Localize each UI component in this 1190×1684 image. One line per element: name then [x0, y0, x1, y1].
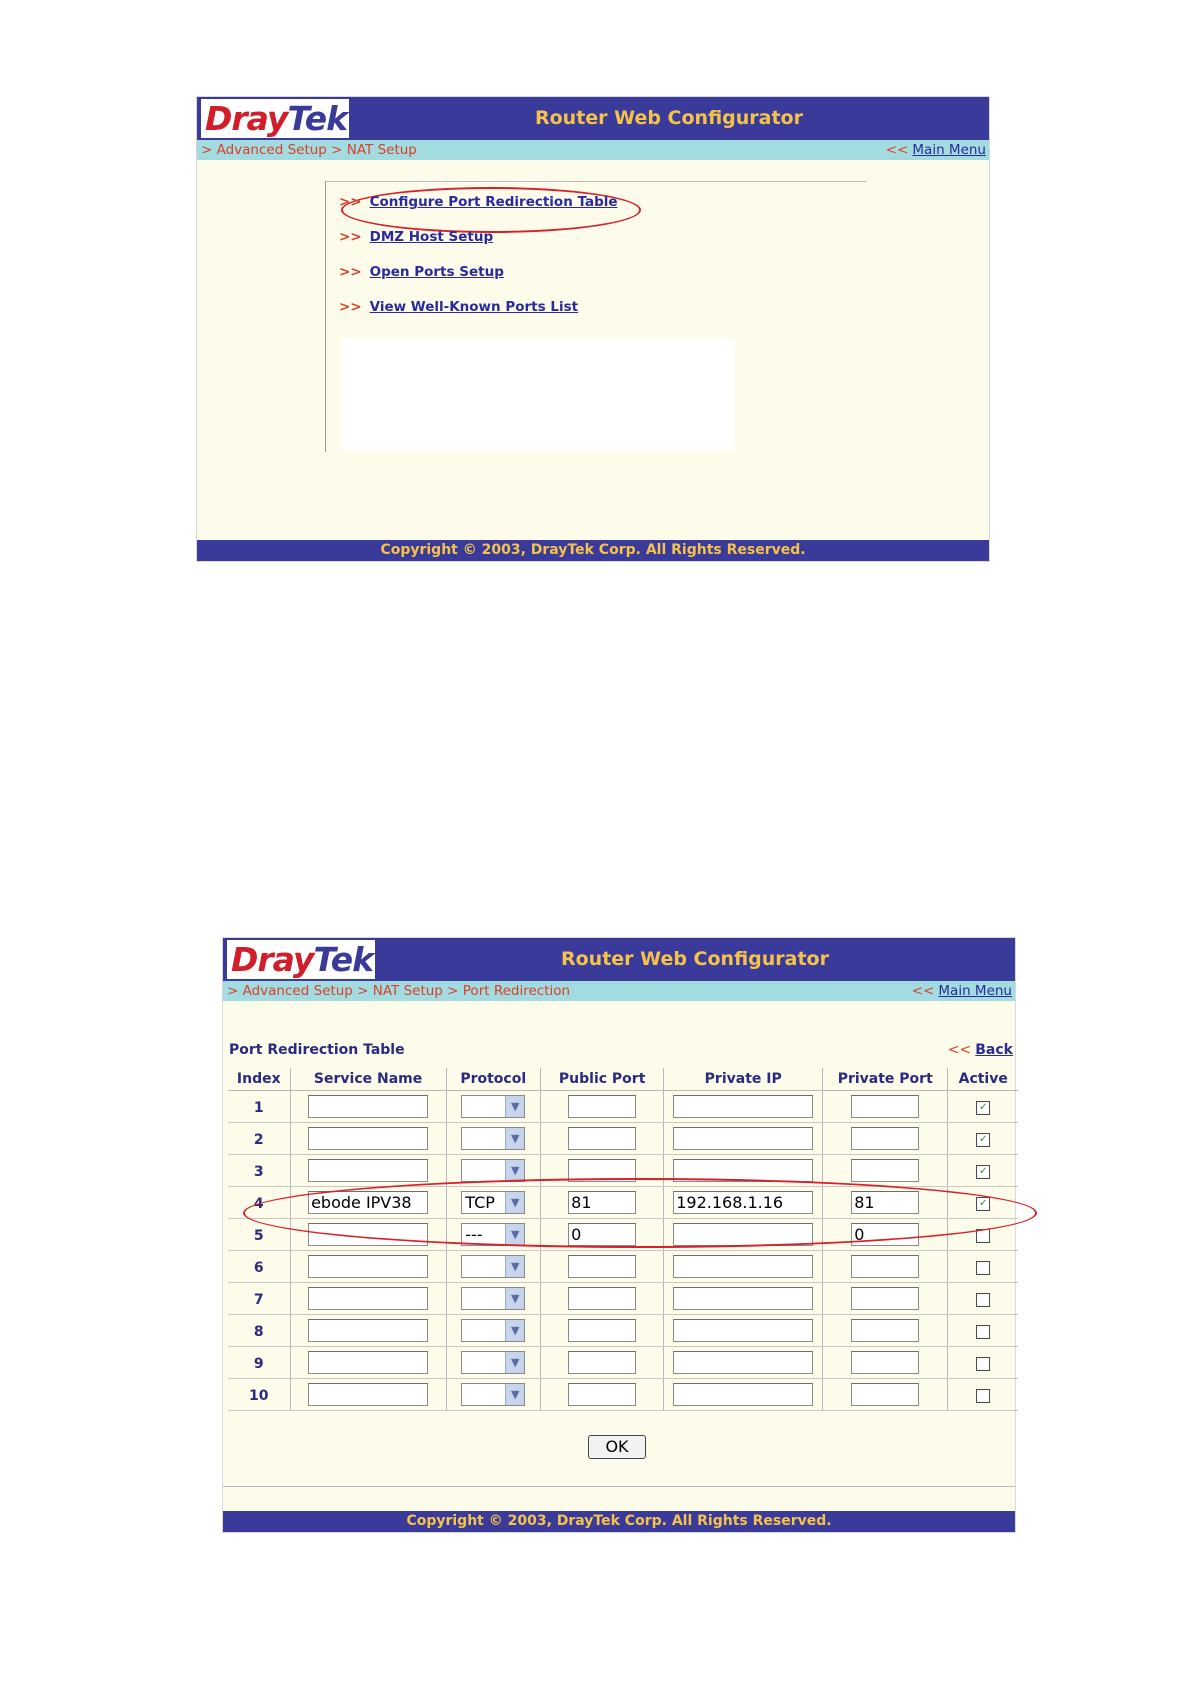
private-port-input[interactable] — [851, 1319, 919, 1342]
breadcrumb: > Advanced Setup > NAT Setup — [201, 142, 417, 158]
service-name-input[interactable]: ebode IPV38 — [308, 1191, 428, 1214]
main-menu-link-wrap — [886, 140, 986, 160]
draytek-logo: DrayTek — [227, 940, 375, 979]
page-title: Router Web Configurator — [535, 107, 803, 129]
service-name-input[interactable] — [308, 1127, 428, 1150]
menu-link[interactable]: Configure Port Redirection Table — [369, 194, 618, 210]
protocol-cell — [446, 1379, 540, 1411]
private-port-cell — [822, 1091, 948, 1123]
private-ip-cell — [664, 1379, 823, 1411]
active-checkbox[interactable] — [976, 1389, 990, 1403]
active-cell — [948, 1315, 1018, 1347]
service-cell — [290, 1379, 446, 1411]
protocol-select[interactable] — [461, 1383, 525, 1406]
main-menu-link[interactable]: Main Menu — [938, 983, 1012, 999]
breadcrumb: > Advanced Setup > NAT Setup > Port Redirection — [227, 983, 571, 999]
table-row — [228, 1251, 1018, 1283]
back-link[interactable]: Back — [975, 1042, 1013, 1058]
col-header: Index — [228, 1068, 290, 1091]
index-cell — [228, 1251, 290, 1283]
menu-arrow-icon: >> — [339, 264, 362, 280]
chevron-down-icon[interactable]: ▼ — [505, 1256, 524, 1277]
service-name-input[interactable] — [308, 1159, 428, 1182]
public-port-input[interactable]: 0 — [568, 1223, 636, 1246]
private-ip-cell — [664, 1347, 823, 1379]
back-link-wrap — [948, 1042, 1013, 1058]
copyright-footer: Copyright © 2003, DrayTek Corp. All Rights Reserved. — [197, 540, 989, 561]
chevron-down-icon[interactable]: ▼ — [505, 1224, 524, 1245]
main-menu-link[interactable]: Main Menu — [912, 142, 986, 158]
active-checkbox[interactable] — [976, 1261, 990, 1275]
protocol-cell — [446, 1283, 540, 1315]
private-port-input[interactable] — [851, 1287, 919, 1310]
row-index: 2 — [253, 1132, 264, 1148]
public-port-input[interactable] — [568, 1095, 636, 1118]
chevron-down-icon[interactable]: ▼ — [505, 1320, 524, 1341]
col-header: Protocol — [446, 1068, 540, 1091]
private-ip-input[interactable] — [673, 1287, 813, 1310]
divider — [223, 1486, 1015, 1487]
protocol-select[interactable] — [461, 1127, 525, 1150]
table-title: Port Redirection Table — [229, 1042, 405, 1058]
col-header: Private Port — [822, 1068, 948, 1091]
protocol-cell — [446, 1347, 540, 1379]
service-name-input[interactable] — [308, 1319, 428, 1342]
private-ip-cell — [664, 1315, 823, 1347]
menu-link[interactable]: View Well-Known Ports List — [369, 299, 579, 315]
row-index: 3 — [253, 1164, 264, 1180]
public-port-input[interactable] — [568, 1319, 636, 1342]
private-ip-input[interactable] — [673, 1127, 813, 1150]
public-port-cell — [540, 1315, 664, 1347]
private-ip-input[interactable] — [673, 1319, 813, 1342]
col-header: Service Name — [290, 1068, 446, 1091]
main-menu-link-wrap — [912, 981, 1012, 1001]
private-ip-cell — [664, 1283, 823, 1315]
service-cell — [290, 1091, 446, 1123]
service-cell — [290, 1251, 446, 1283]
protocol-value: --- — [465, 1225, 483, 1244]
private-port-cell — [822, 1283, 948, 1315]
public-port-input[interactable] — [568, 1127, 636, 1150]
service-cell — [290, 1123, 446, 1155]
private-ip-input[interactable] — [673, 1255, 813, 1278]
private-port-cell — [822, 1251, 948, 1283]
page-title: Router Web Configurator — [561, 948, 829, 970]
public-port-input[interactable]: 81 — [568, 1191, 636, 1214]
private-port-input[interactable] — [851, 1351, 919, 1374]
service-name-input[interactable] — [308, 1287, 428, 1310]
row-index: 5 — [253, 1228, 264, 1244]
row-index: 1 — [253, 1100, 264, 1116]
table-row — [228, 1379, 1018, 1411]
private-port-input[interactable] — [851, 1383, 919, 1406]
index-cell — [228, 1315, 290, 1347]
row-index: 8 — [253, 1324, 264, 1340]
chevron-down-icon[interactable]: ▼ — [505, 1192, 524, 1213]
public-port-cell — [540, 1283, 664, 1315]
private-ip-input[interactable] — [673, 1095, 813, 1118]
index-cell — [228, 1379, 290, 1411]
row-index: 7 — [253, 1292, 264, 1308]
private-ip-input[interactable] — [673, 1383, 813, 1406]
public-port-cell — [540, 1123, 664, 1155]
private-port-cell — [822, 1347, 948, 1379]
private-port-input[interactable] — [851, 1159, 919, 1182]
private-port-input[interactable] — [851, 1095, 919, 1118]
index-cell — [228, 1091, 290, 1123]
private-port-cell — [822, 1379, 948, 1411]
private-ip-input[interactable] — [673, 1351, 813, 1374]
private-port-input[interactable] — [851, 1255, 919, 1278]
blank-panel — [341, 338, 735, 450]
table-row — [228, 1123, 1018, 1155]
menu-item-well-known-ports[interactable] — [339, 299, 578, 315]
private-ip-input[interactable]: 192.168.1.16 — [673, 1191, 813, 1214]
row-index: 10 — [249, 1388, 269, 1404]
active-cell — [948, 1123, 1018, 1155]
active-cell — [948, 1283, 1018, 1315]
protocol-cell — [446, 1123, 540, 1155]
public-port-cell — [540, 1379, 664, 1411]
chevron-down-icon[interactable]: ▼ — [505, 1384, 524, 1405]
service-name-input[interactable] — [308, 1351, 428, 1374]
breadcrumb-bar — [197, 140, 989, 160]
protocol-value: TCP — [465, 1193, 495, 1212]
table-row — [228, 1315, 1018, 1347]
table-row — [228, 1347, 1018, 1379]
public-port-cell — [540, 1251, 664, 1283]
protocol-cell — [446, 1251, 540, 1283]
index-cell — [228, 1347, 290, 1379]
header-bar — [223, 938, 1015, 981]
private-port-cell — [822, 1155, 948, 1187]
protocol-cell — [446, 1091, 540, 1123]
private-ip-cell — [664, 1251, 823, 1283]
public-port-input[interactable] — [568, 1287, 636, 1310]
active-cell — [948, 1155, 1018, 1187]
table-header-row — [228, 1068, 1018, 1091]
service-cell — [290, 1283, 446, 1315]
private-port-cell — [822, 1123, 948, 1155]
menu-link[interactable]: DMZ Host Setup — [369, 229, 494, 245]
chevron-down-icon[interactable]: ▼ — [505, 1288, 524, 1309]
private-port-input[interactable]: 81 — [851, 1191, 919, 1214]
private-port-input[interactable]: 0 — [851, 1223, 919, 1246]
public-port-input[interactable] — [568, 1383, 636, 1406]
service-name-input[interactable] — [308, 1255, 428, 1278]
port-redirection-screenshot — [222, 937, 1016, 1533]
ok-button[interactable]: OK — [588, 1435, 646, 1459]
back-arrows-icon: << — [911, 983, 935, 999]
protocol-select[interactable] — [461, 1319, 525, 1342]
public-port-cell — [540, 1347, 664, 1379]
menu-item-open-ports[interactable] — [339, 264, 504, 280]
service-cell — [290, 1155, 446, 1187]
active-checkbox[interactable] — [976, 1293, 990, 1307]
nat-setup-screenshot — [196, 96, 990, 562]
chevron-down-icon[interactable]: ▼ — [505, 1352, 524, 1373]
active-cell — [948, 1251, 1018, 1283]
private-port-input[interactable] — [851, 1127, 919, 1150]
service-cell — [290, 1347, 446, 1379]
private-port-cell — [822, 1315, 948, 1347]
public-port-input[interactable] — [568, 1351, 636, 1374]
protocol-select[interactable] — [461, 1255, 525, 1278]
table-row — [228, 1091, 1018, 1123]
breadcrumb-bar — [223, 981, 1015, 1001]
active-checkbox[interactable] — [976, 1325, 990, 1339]
active-checkbox[interactable]: ✓ — [976, 1165, 990, 1179]
copyright-footer: Copyright © 2003, DrayTek Corp. All Rights Reserved. — [223, 1511, 1015, 1532]
active-checkbox[interactable]: ✓ — [976, 1197, 990, 1211]
menu-arrow-icon: >> — [339, 194, 362, 210]
back-arrows-icon: << — [885, 142, 909, 158]
index-cell — [228, 1155, 290, 1187]
active-cell — [948, 1091, 1018, 1123]
private-ip-cell — [664, 1091, 823, 1123]
row-index: 9 — [253, 1356, 264, 1372]
col-header: Public Port — [540, 1068, 664, 1091]
menu-item-port-redirection[interactable] — [339, 194, 618, 210]
active-cell — [948, 1347, 1018, 1379]
chevron-down-icon[interactable]: ▼ — [505, 1096, 524, 1117]
menu-arrow-icon: >> — [339, 299, 362, 315]
row-index: 6 — [253, 1260, 264, 1276]
index-cell — [228, 1283, 290, 1315]
chevron-down-icon[interactable]: ▼ — [505, 1160, 524, 1181]
menu-link[interactable]: Open Ports Setup — [369, 264, 504, 280]
service-name-input[interactable] — [308, 1095, 428, 1118]
protocol-select[interactable] — [461, 1095, 525, 1118]
highlight-oval — [243, 1178, 1037, 1248]
index-cell — [228, 1123, 290, 1155]
protocol-select[interactable] — [461, 1351, 525, 1374]
header-bar — [197, 97, 989, 140]
service-name-input[interactable] — [308, 1383, 428, 1406]
table-row — [228, 1283, 1018, 1315]
col-header: Active — [948, 1068, 1018, 1091]
protocol-cell — [446, 1315, 540, 1347]
public-port-input[interactable] — [568, 1255, 636, 1278]
active-checkbox[interactable] — [976, 1357, 990, 1371]
menu-item-dmz-host[interactable] — [339, 229, 493, 245]
service-cell — [290, 1315, 446, 1347]
private-ip-cell — [664, 1123, 823, 1155]
draytek-logo: DrayTek — [201, 99, 349, 138]
protocol-select[interactable] — [461, 1287, 525, 1310]
active-checkbox[interactable]: ✓ — [976, 1133, 990, 1147]
back-arrows-icon: << — [947, 1042, 972, 1058]
protocol-select[interactable] — [461, 1159, 525, 1182]
menu-arrow-icon: >> — [339, 229, 362, 245]
public-port-cell — [540, 1091, 664, 1123]
row-index: 4 — [253, 1196, 264, 1212]
active-checkbox[interactable]: ✓ — [976, 1101, 990, 1115]
chevron-down-icon[interactable]: ▼ — [505, 1128, 524, 1149]
active-cell — [948, 1379, 1018, 1411]
col-header: Private IP — [664, 1068, 823, 1091]
